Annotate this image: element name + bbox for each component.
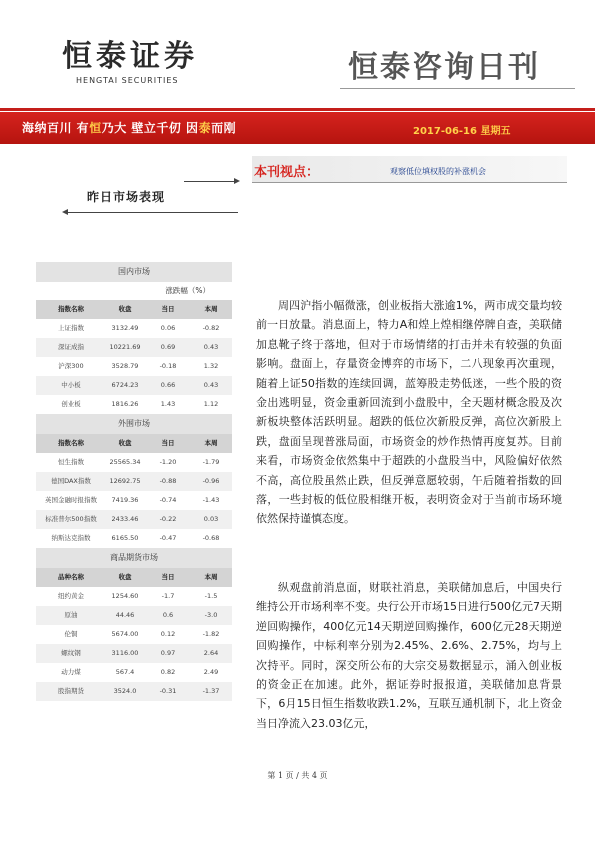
table-cell: 深证成指 (58, 343, 84, 351)
column-header: 当日 (161, 305, 175, 313)
column-header: 本周 (204, 573, 218, 581)
table-cell: -0.82 (202, 324, 220, 332)
table-cell: 沪深300 (58, 362, 84, 370)
table-cell: 英国金融时报指数 (45, 496, 97, 504)
table-cell: -0.96 (202, 477, 220, 485)
table-cell: 1254.60 (111, 592, 139, 600)
table-row (36, 395, 232, 414)
market-tables (36, 262, 232, 701)
table-cell: -1.79 (202, 458, 220, 466)
table-cell: -0.74 (159, 496, 177, 504)
column-header: 本周 (204, 305, 218, 313)
table-row (36, 606, 232, 625)
table-cell: 1816.26 (111, 400, 139, 408)
table-cell: -0.22 (159, 515, 177, 523)
table-cell: 0.43 (203, 381, 219, 389)
column-header: 收盘 (118, 305, 132, 313)
table-cell: 2.49 (203, 668, 219, 676)
table-cell: 0.03 (203, 515, 219, 523)
column-header: 收盘 (118, 439, 132, 447)
table-row (36, 587, 232, 606)
commodity-market-header: 商品期货市场 (36, 548, 232, 568)
table-cell: 0.97 (160, 649, 176, 657)
page-number: 第 1 页 / 共 4 页 (267, 771, 328, 780)
column-header: 品种名称 (58, 573, 84, 581)
table-cell: 原油 (64, 611, 78, 619)
table-row (36, 453, 232, 472)
table-row (36, 625, 232, 644)
table-cell: -0.47 (159, 534, 177, 542)
table-cell: 创业板 (61, 400, 81, 408)
unit-label: 涨跌幅（%） (36, 282, 232, 300)
decor-arrow-right (184, 181, 234, 182)
table-cell: 中小板 (61, 381, 81, 389)
column-header: 当日 (161, 439, 175, 447)
table-cell: 7419.36 (111, 496, 139, 504)
table-cell: 0.82 (160, 668, 176, 676)
table-cell: -1.5 (204, 592, 218, 600)
table-row (36, 663, 232, 682)
issue-date: 2017-06-16 星期五 (413, 126, 511, 137)
publication-title: 恒泰咨询日刊 (348, 50, 540, 85)
table-cell: -0.31 (159, 687, 177, 695)
table-cell: 螺纹钢 (61, 649, 81, 657)
table-cell: 0.06 (160, 324, 176, 332)
table-cell: 纽约黄金 (58, 592, 84, 600)
table-row (36, 338, 232, 357)
table-cell: -1.82 (202, 630, 220, 638)
column-header: 指数名称 (58, 439, 84, 447)
table-cell: 纳斯达克指数 (51, 534, 91, 542)
table-cell: 3524.0 (113, 687, 137, 695)
table-cell: -0.68 (202, 534, 220, 542)
body-paragraph-2: 纵观盘前消息面，财联社消息，美联储加息后，中国央行维持公开市场利率不变。央行公开市场15日进行500亿元7天期逆回购操作，400亿元14天期逆回购操作，600亿元28天期逆回购操作，中标利率分别为2.45%、2.6%、2.75%，均与上次持平。同时，深交所公布的大宗交易数据显示，涌入创业板的资金正在加速。此外，据证券时报报道，美联储加息背景下，6月15日恒生指数收跌1.2%，互联互通机制下，北上资金当日净流入23.03亿元， (256, 581, 562, 730)
table-cell: 1.32 (203, 362, 219, 370)
table-cell: -1.37 (202, 687, 220, 695)
table-cell: 动力煤 (61, 668, 81, 676)
domestic-table-header (36, 300, 232, 319)
table-cell: -1.7 (161, 592, 175, 600)
banner-stripe (0, 108, 595, 111)
table-cell: -0.88 (159, 477, 177, 485)
table-cell: 上证指数 (58, 324, 84, 332)
table-cell: 股指期货 (58, 687, 84, 695)
viewpoint-subtitle: 观察低位填权股的补涨机会 (390, 167, 486, 176)
table-cell: -1.20 (159, 458, 177, 466)
section-title-yesterday: 昨日市场表现 (87, 190, 166, 204)
column-header: 本周 (204, 439, 218, 447)
table-cell: 3132.49 (111, 324, 139, 332)
table-cell: 0.66 (160, 381, 176, 389)
table-cell: 0.12 (160, 630, 176, 638)
decor-arrow-left (68, 212, 238, 213)
table-cell: 6165.50 (111, 534, 139, 542)
table-cell: 0.6 (162, 611, 174, 619)
table-cell: 标准普尔500指数 (45, 515, 97, 523)
table-row (36, 529, 232, 548)
domestic-market-header: 国内市场 (36, 262, 232, 282)
table-cell: 3528.79 (111, 362, 139, 370)
table-row (36, 682, 232, 701)
title-divider (340, 88, 575, 89)
table-cell: -0.18 (159, 362, 177, 370)
table-cell: 0.43 (203, 343, 219, 351)
logo-english: HENGTAI SECURITIES (76, 76, 179, 85)
column-header: 指数名称 (58, 305, 84, 313)
table-cell: 3116.00 (111, 649, 139, 657)
body-paragraph-1: 周四沪指小幅微涨，创业板指大涨逾1%，两市成交量均较前一日放量。消息面上，特力A和煌上煌相继停牌自查，美联储加息靴子终于落地，但对于市场情绪的打击并未有较强的负面影响。盘面上，存量资金博弈的市场下，二八现象再次重现，随着上证50指数的连续回调，蓝筹股走势低迷，一些个股的资金出逃明显，资金重新回流到小盘股中，全天题材概念股及次新板块整体活跃明显。超跌的低位次新股反弹，高位次新股上跌，盘面呈现普涨局面，市场资金的炒作热情再度复苏。目前来看，市场资金依然集中于超跌的小盘股当中，风险偏好依然不高，高位股虽然止跌，但反弹意愿较弱，午后随着指数的回落，一些封板的低位股相继开板，表明资金对于当前市场环境依然保持谨慎态度。 (256, 299, 562, 526)
table-cell: 1.12 (203, 400, 219, 408)
table-row (36, 357, 232, 376)
table-row (36, 319, 232, 338)
viewpoint-label: 本刊视点： (254, 165, 320, 180)
table-cell: 25565.34 (109, 458, 141, 466)
table-cell: 伦铜 (64, 630, 78, 638)
table-cell: 6724.23 (111, 381, 139, 389)
table-cell: -1.43 (202, 496, 220, 504)
column-header: 当日 (161, 573, 175, 581)
table-cell: 44.46 (115, 611, 135, 619)
table-cell: 1.43 (160, 400, 176, 408)
foreign-market-header: 外围市场 (36, 414, 232, 434)
table-row (36, 472, 232, 491)
commodity-table-header (36, 568, 232, 587)
viewpoint-divider (252, 182, 567, 183)
table-cell: 2433.46 (111, 515, 139, 523)
table-cell: 5674.00 (111, 630, 139, 638)
table-cell: 10221.69 (109, 343, 141, 351)
company-logo (62, 40, 232, 85)
table-cell: 12692.75 (109, 477, 141, 485)
table-row (36, 644, 232, 663)
table-row (36, 491, 232, 510)
table-cell: 2.64 (203, 649, 219, 657)
table-cell: 恒生指数 (58, 458, 84, 466)
table-cell: 0.69 (160, 343, 176, 351)
table-cell: -3.0 (204, 611, 218, 619)
column-header: 收盘 (118, 573, 132, 581)
logo-chinese: 恒泰证券 (62, 39, 198, 74)
slogan: 海纳百川 有恒乃大 壁立千仞 因泰而刚 (22, 121, 237, 135)
table-row (36, 376, 232, 395)
table-cell: 567.4 (115, 668, 135, 676)
table-cell: 德国DAX指数 (51, 477, 91, 485)
foreign-table-header (36, 434, 232, 453)
table-row (36, 510, 232, 529)
